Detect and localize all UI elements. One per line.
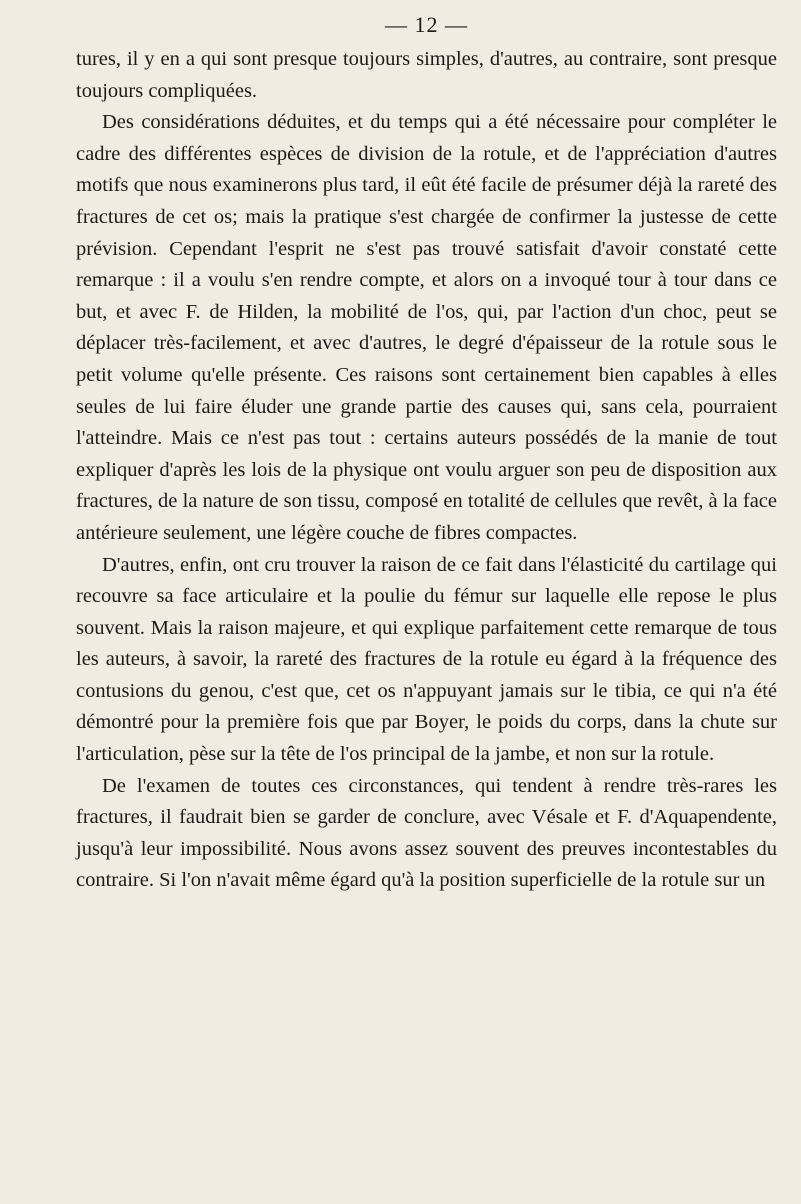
- paragraph: De l'examen de toutes ces circonstances, qui tendent à rendre très-rares les fractures, il faudrait bien se garder de conclure, avec Vésale et F. d'Aquapendente, jusqu'à leur impossibilité. Nous avons assez souvent des preuves incontestables du contraire. Si l'on n'avait même égard qu'à la position superficielle de la rotule sur un: [76, 774, 777, 892]
- paragraph: D'autres, enfin, ont cru trouver la raison de ce fait dans l'élasticité du cartilage qui recouvre sa face articulaire et la poulie du fémur sur laquelle elle repose le plus souvent. Mais la raison majeure, et qui explique parfaitement cette remarque de tous les auteurs, à savoir, la rareté des fractures de la rotule eu égard à la fréquence des contusions du genou, c'est que, cet os n'appuyant jamais sur le tibia, ce qui n'a été démontré pour la première fois que par Boyer, le poids du corps, dans la chute sur l'articulation, pèse sur la tête de l'os principal de la jambe, et non sur la rotule.: [76, 553, 777, 766]
- paragraph: Des considérations déduites, et du temps qui a été nécessaire pour compléter le cadre des différentes espèces de division de la rotule, et de l'appréciation d'autres motifs que nous examinerons plus tard, il eût été facile de présumer déjà la rareté des fractures de cet os; mais la pratique s'est chargée de confirmer la justesse de cette prévision. Cependant l'esprit ne s'est pas trouvé satisfait d'avoir constaté cette remarque : il a voulu s'en rendre compte, et alors on a invoqué tour à tour dans ce but, et avec F. de Hilden, la mobilité de l'os, qui, par l'action d'un choc, peut se déplacer très-facilement, et avec d'autres, le degré d'épaisseur de la rotule sous le petit volume qu'elle présente. Ces raisons sont certainement bien capables à elles seules de lui faire éluder une grande partie des causes qui, sans cela, pourraient l'atteindre. Mais ce n'est pas tout : certains auteurs possédés de la manie de tout expliquer d'après les lois de la physique ont voulu arguer son peu de disposition aux fractures, de la nature de son tissu, composé en totalité de cellules que revêt, à la face antérieure seulement, une légère couche de fibres compactes.: [76, 111, 777, 544]
- page-number: — 12 —: [385, 12, 468, 37]
- body-text: [76, 44, 777, 897]
- paragraph-continuation: tures, il y en a qui sont presque toujours simples, d'autres, au contraire, sont presque toujours compliquées.: [76, 48, 777, 102]
